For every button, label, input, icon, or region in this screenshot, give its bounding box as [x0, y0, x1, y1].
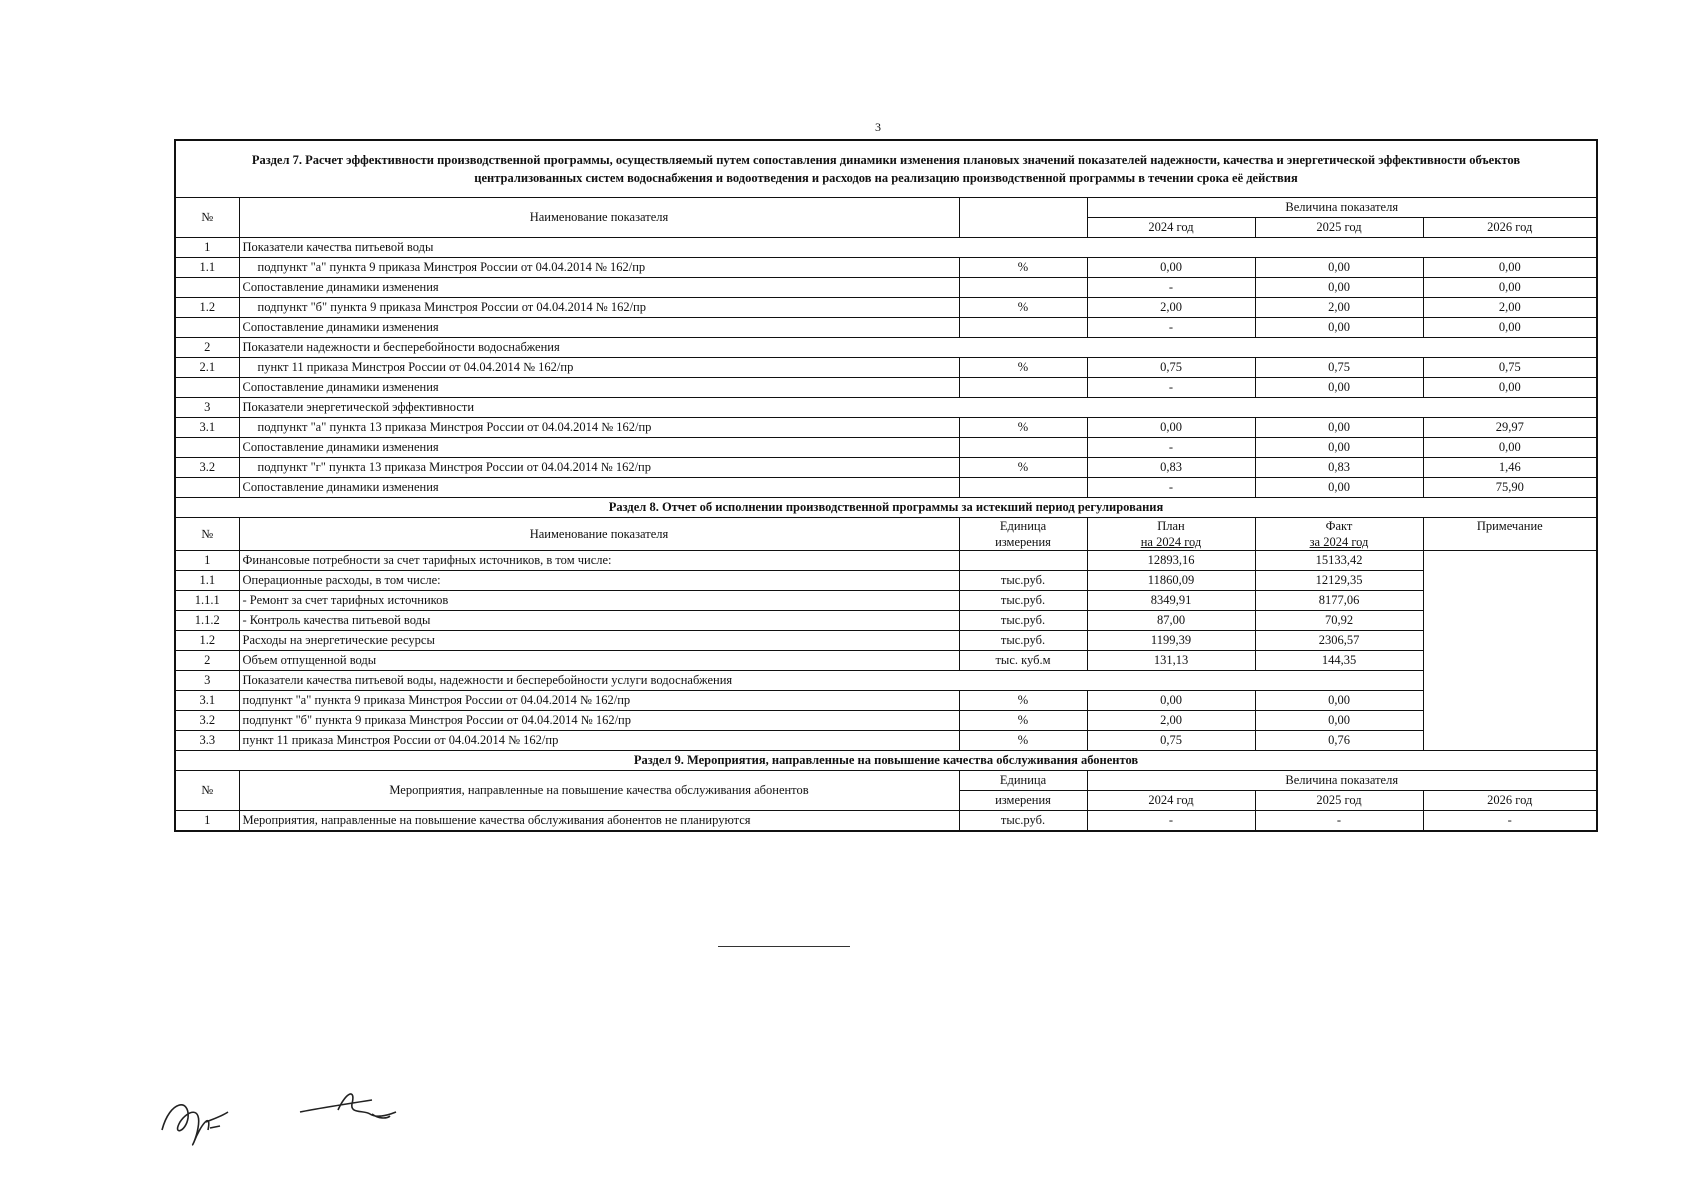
row-number: 1 [175, 551, 239, 571]
col-plan-line1: План [1157, 519, 1185, 533]
col-unit-header [959, 518, 1087, 551]
col-note-header: Примечание [1423, 518, 1597, 551]
row-number: 1 [175, 238, 239, 258]
row-label: Сопоставление динамики изменения [239, 378, 959, 398]
section9-title: Раздел 9. Мероприятия, направленные на повышение качества обслуживания абонентов [175, 751, 1597, 771]
col-num-header: № [175, 198, 239, 238]
row-value: - [1087, 278, 1255, 298]
row-unit: % [959, 298, 1087, 318]
row-value: 0,00 [1255, 278, 1423, 298]
page-number: 3 [875, 120, 881, 134]
row-unit: тыс.руб. [959, 591, 1087, 611]
year-header: 2025 год [1255, 791, 1423, 811]
row-fact: 8177,06 [1255, 591, 1423, 611]
row-value: 0,00 [1423, 278, 1597, 298]
row-number: 3 [175, 398, 239, 418]
col-unit-header-2: измерения [959, 791, 1087, 811]
row-label: подпункт "а" пункта 9 приказа Минстроя России от 04.04.2014 № 162/пр [239, 258, 959, 278]
col-unit-header [959, 198, 1087, 238]
section7-row [175, 438, 1597, 458]
row-value: - [1087, 811, 1255, 832]
row-label: Операционные расходы, в том числе: [239, 571, 959, 591]
row-value: - [1423, 811, 1597, 832]
row-unit: тыс.руб. [959, 571, 1087, 591]
section7-row [175, 318, 1597, 338]
row-number: 3.2 [175, 458, 239, 478]
row-unit: % [959, 358, 1087, 378]
row-value: 0,75 [1087, 358, 1255, 378]
row-number: 1 [175, 811, 239, 832]
year-header: 2024 год [1087, 791, 1255, 811]
separator-line [718, 946, 850, 947]
section8-row [175, 651, 1597, 671]
year-header: 2025 год [1255, 218, 1423, 238]
row-unit: тыс.руб. [959, 631, 1087, 651]
section9-title-row [175, 751, 1597, 771]
group-label: Показатели качества питьевой воды [239, 238, 1597, 258]
row-number: 1.2 [175, 298, 239, 318]
row-unit: тыс.руб. [959, 611, 1087, 631]
row-label: Финансовые потребности за счет тарифных источников, в том числе: [239, 551, 959, 571]
year-header: 2026 год [1423, 791, 1597, 811]
group-label: Показатели надежности и бесперебойности водоснабжения [239, 338, 1597, 358]
col-name-header: Наименование показателя [239, 518, 959, 551]
section7-title-row [175, 140, 1597, 198]
row-unit: % [959, 458, 1087, 478]
row-value: 0,83 [1255, 458, 1423, 478]
col-name-header: Наименование показателя [239, 198, 959, 238]
section7-row [175, 418, 1597, 438]
row-plan: 1199,39 [1087, 631, 1255, 651]
section7-title: Раздел 7. Расчет эффективности производственной программы, осуществляемый путем сопоставления динамики изменения плановых значений показателей надежности, качества и энергетической эффективности объектов централизованных систем водоснабжения и водоотведения и расходов на реализацию производственной программы в течении срока её действия [175, 140, 1597, 198]
row-label: подпункт "б" пункта 9 приказа Минстроя России от 04.04.2014 № 162/пр [239, 711, 959, 731]
row-value: 0,00 [1255, 418, 1423, 438]
row-label: Расходы на энергетические ресурсы [239, 631, 959, 651]
row-value: 0,00 [1255, 378, 1423, 398]
col-unit-line1: Единица [999, 519, 1047, 533]
year-header: 2026 год [1423, 218, 1597, 238]
row-unit [959, 278, 1087, 298]
note-cell [1423, 551, 1597, 751]
row-plan: 131,13 [1087, 651, 1255, 671]
row-label: Сопоставление динамики изменения [239, 278, 959, 298]
row-unit [959, 378, 1087, 398]
row-plan: 11860,09 [1087, 571, 1255, 591]
section7-row [175, 298, 1597, 318]
section7-row [175, 338, 1597, 358]
row-plan: 8349,91 [1087, 591, 1255, 611]
row-number: 1.1 [175, 571, 239, 591]
row-plan: 87,00 [1087, 611, 1255, 631]
section7-row [175, 358, 1597, 378]
section7-row [175, 398, 1597, 418]
row-number: 2 [175, 651, 239, 671]
col-num-header: № [175, 771, 239, 811]
row-value: - [1087, 378, 1255, 398]
row-number: 1.1.1 [175, 591, 239, 611]
row-label: Сопоставление динамики изменения [239, 318, 959, 338]
row-plan: 0,75 [1087, 731, 1255, 751]
row-label: Мероприятия, направленные на повышение качества обслуживания абонентов не планируются [239, 811, 959, 832]
row-value: 75,90 [1423, 478, 1597, 498]
section9-row [175, 811, 1597, 832]
row-unit: % [959, 711, 1087, 731]
section7-row [175, 378, 1597, 398]
row-plan: 12893,16 [1087, 551, 1255, 571]
row-plan: 0,00 [1087, 691, 1255, 711]
row-value: 2,00 [1423, 298, 1597, 318]
section8-row [175, 631, 1597, 651]
row-number: 3.1 [175, 691, 239, 711]
row-value: 0,75 [1423, 358, 1597, 378]
row-value: - [1087, 478, 1255, 498]
section7-header-row [175, 198, 1597, 218]
row-fact: 0,76 [1255, 731, 1423, 751]
row-unit [959, 551, 1087, 571]
row-value: 0,00 [1255, 478, 1423, 498]
col-fact-line2: за 2024 год [1309, 535, 1369, 549]
col-fact-line1: Факт [1325, 519, 1353, 533]
row-label: Сопоставление динамики изменения [239, 478, 959, 498]
row-unit [959, 318, 1087, 338]
row-fact: 144,35 [1255, 651, 1423, 671]
section8-title: Раздел 8. Отчет об исполнении производственной программы за истекший период регулирования [175, 498, 1597, 518]
row-value: 0,83 [1087, 458, 1255, 478]
row-value: 0,00 [1255, 318, 1423, 338]
row-unit: % [959, 731, 1087, 751]
group-label: Показатели качества питьевой воды, надежности и бесперебойности услуги водоснабжения [239, 671, 1423, 691]
section7-row [175, 278, 1597, 298]
row-label: - Контроль качества питьевой воды [239, 611, 959, 631]
section9-header-row [175, 771, 1597, 791]
section8-row [175, 591, 1597, 611]
section8-group-row [175, 671, 1597, 691]
row-value: - [1087, 438, 1255, 458]
row-fact: 15133,42 [1255, 551, 1423, 571]
row-value: 0,00 [1423, 378, 1597, 398]
section7-row [175, 478, 1597, 498]
row-fact: 2306,57 [1255, 631, 1423, 651]
section8-row [175, 691, 1597, 711]
row-value: 1,46 [1423, 458, 1597, 478]
row-value: 2,00 [1087, 298, 1255, 318]
section8-row [175, 731, 1597, 751]
row-label: Сопоставление динамики изменения [239, 438, 959, 458]
section8-row [175, 571, 1597, 591]
row-label: - Ремонт за счет тарифных источников [239, 591, 959, 611]
row-number: 3.3 [175, 731, 239, 751]
row-unit [959, 478, 1087, 498]
row-label: подпункт "г" пункта 13 приказа Минстроя России от 04.04.2014 № 162/пр [239, 458, 959, 478]
row-fact: 0,00 [1255, 711, 1423, 731]
group-label: Показатели энергетической эффективности [239, 398, 1597, 418]
row-value: 29,97 [1423, 418, 1597, 438]
row-fact: 70,92 [1255, 611, 1423, 631]
section7-row [175, 238, 1597, 258]
row-value: 2,00 [1255, 298, 1423, 318]
row-number [175, 278, 239, 298]
row-plan: 2,00 [1087, 711, 1255, 731]
row-unit: тыс. куб.м [959, 651, 1087, 671]
row-unit: % [959, 418, 1087, 438]
col-unit-header: Единица [959, 771, 1087, 791]
section7-row [175, 258, 1597, 278]
col-plan-line2: на 2024 год [1140, 535, 1202, 549]
row-number: 2.1 [175, 358, 239, 378]
row-value: 0,00 [1423, 318, 1597, 338]
row-number: 1.2 [175, 631, 239, 651]
row-number [175, 318, 239, 338]
row-label: подпункт "а" пункта 9 приказа Минстроя России от 04.04.2014 № 162/пр [239, 691, 959, 711]
col-fact-header [1255, 518, 1423, 551]
row-value: 0,00 [1423, 258, 1597, 278]
row-fact: 0,00 [1255, 691, 1423, 711]
col-plan-header [1087, 518, 1255, 551]
row-value: 0,00 [1255, 258, 1423, 278]
year-header: 2024 год [1087, 218, 1255, 238]
row-number: 1.1 [175, 258, 239, 278]
section8-row [175, 611, 1597, 631]
row-fact: 12129,35 [1255, 571, 1423, 591]
section7-row [175, 458, 1597, 478]
section8-row [175, 551, 1597, 571]
signature-image [150, 1070, 430, 1160]
row-number [175, 378, 239, 398]
row-value: 0,00 [1423, 438, 1597, 458]
row-unit: % [959, 691, 1087, 711]
row-number: 3.2 [175, 711, 239, 731]
row-number: 1.1.2 [175, 611, 239, 631]
report-table [174, 139, 1598, 832]
row-value: - [1255, 811, 1423, 832]
section8-header-row [175, 518, 1597, 551]
row-label: подпункт "б" пункта 9 приказа Минстроя России от 04.04.2014 № 162/пр [239, 298, 959, 318]
row-unit: % [959, 258, 1087, 278]
row-number: 3.1 [175, 418, 239, 438]
row-unit [959, 438, 1087, 458]
row-value: 0,00 [1087, 258, 1255, 278]
col-num-header: № [175, 518, 239, 551]
col-name-header: Мероприятия, направленные на повышение качества обслуживания абонентов [239, 771, 959, 811]
row-label: пункт 11 приказа Минстроя России от 04.04.2014 № 162/пр [239, 358, 959, 378]
row-label: пункт 11 приказа Минстроя России от 04.04.2014 № 162/пр [239, 731, 959, 751]
row-number [175, 438, 239, 458]
col-value-header: Величина показателя [1087, 771, 1597, 791]
section8-row [175, 711, 1597, 731]
row-value: 0,00 [1087, 418, 1255, 438]
row-number: 2 [175, 338, 239, 358]
row-value: 0,75 [1255, 358, 1423, 378]
row-number: 3 [175, 671, 239, 691]
row-value: 0,00 [1255, 438, 1423, 458]
row-label: подпункт "а" пункта 13 приказа Минстроя России от 04.04.2014 № 162/пр [239, 418, 959, 438]
col-unit-line2: измерения [995, 535, 1051, 549]
section8-title-row [175, 498, 1597, 518]
row-unit: тыс.руб. [959, 811, 1087, 832]
col-value-header: Величина показателя [1087, 198, 1597, 218]
row-value: - [1087, 318, 1255, 338]
row-number [175, 478, 239, 498]
row-label: Объем отпущенной воды [239, 651, 959, 671]
